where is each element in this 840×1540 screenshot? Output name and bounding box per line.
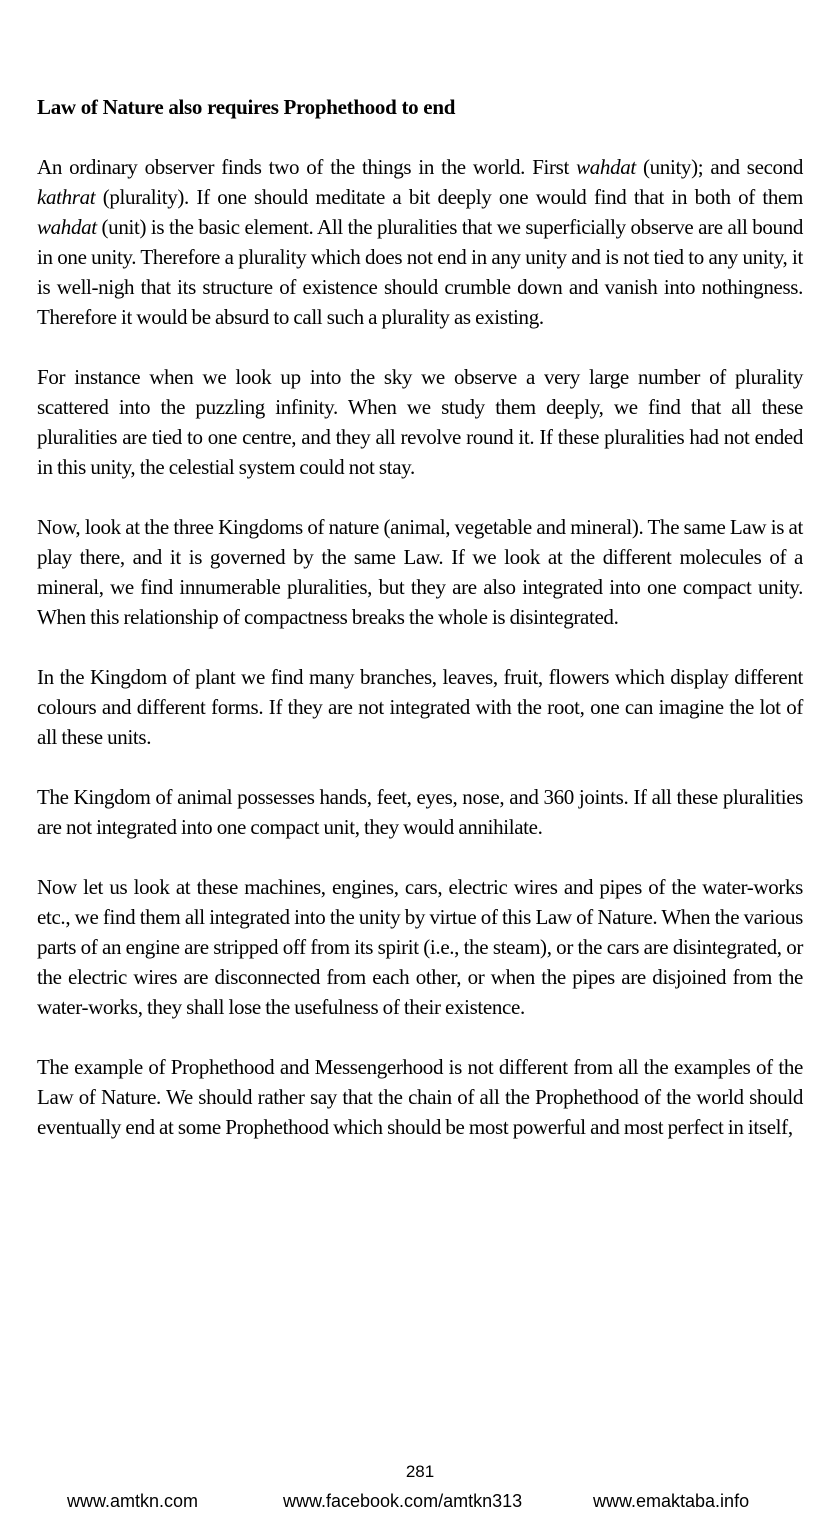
footer-links — [0, 1489, 840, 1513]
paragraph-text: (unit) is the basic element. All the pluralities that we superficially observe are all bound in one unity. Therefore a plurality which does not end in any unity and is not tied to any unity, it is well-nigh that its structure of existence should crumble down and vanish into nothingness. Therefore it would be absurd to call such a plurality as existing. — [37, 215, 803, 329]
footer-link-facebook[interactable]: www.facebook.com/amtkn313 — [283, 1491, 523, 1511]
body-paragraph — [37, 662, 803, 752]
body-paragraph — [37, 362, 803, 482]
paragraph-text: In the Kingdom of plant we find many branches, leaves, fruit, flowers which display different colours and different forms. If they are not integrated with the root, one can imagine the lot of all these units. — [37, 665, 803, 749]
body-paragraph — [37, 512, 803, 632]
body-paragraph — [37, 152, 803, 332]
paragraph-text: Now, look at the three Kingdoms of nature (animal, vegetable and mineral). The same Law is at play there, and it is governed by the same Law. If we look at the different molecules of a mineral, we find innumerable pluralities, but they are also integrated into one compact unity. When this relationship of compactness breaks the whole is disintegrated. — [37, 515, 803, 629]
section-heading: Law of Nature also requires Prophethood to end — [37, 95, 456, 119]
footer-link-emaktaba[interactable]: www.emaktaba.info — [593, 1491, 750, 1511]
paragraph-text: (unity); and second — [635, 155, 803, 179]
paragraph-text: For instance when we look up into the sky we observe a very large number of plurality scattered into the puzzling infinity. When we study them deeply, we find that all these pluralities are tied to one centre, and they all revolve round it. If these pluralities had not ended in this unity, the celestial system could not stay. — [37, 365, 803, 479]
page-body — [37, 92, 803, 1142]
paragraph-text: Now let us look at these machines, engines, cars, electric wires and pipes of the water-works etc., we find them all integrated into the unity by virtue of this Law of Nature. When the various parts of an engine are stripped off from its spirit (i.e., the steam), or the cars are disintegrated, or the electric wires are disconnected from each other, or when the pipes are disjoined from the water-works, they shall lose the usefulness of their existence. — [37, 875, 803, 1019]
body-paragraph — [37, 872, 803, 1022]
paragraph-text: The example of Prophethood and Messengerhood is not different from all the examples of the Law of Nature. We should rather say that the chain of all the Prophethood of the world should eventually end at some Prophethood which should be most powerful and most perfect in itself, — [37, 1055, 803, 1139]
page-number: 281 — [405, 1462, 435, 1481]
paragraph-list — [37, 152, 803, 1142]
body-paragraph — [37, 1052, 803, 1142]
italic-term: kathrat — [37, 185, 96, 209]
paragraph-text: (plurality). If one should meditate a bit deeply one would find that in both of them — [95, 185, 803, 209]
italic-term: wahdat — [37, 215, 97, 239]
footer-link-amtkn[interactable]: www.amtkn.com — [67, 1491, 199, 1511]
paragraph-text: An ordinary observer finds two of the things in the world. First — [37, 155, 577, 179]
italic-term: wahdat — [576, 155, 636, 179]
body-paragraph — [37, 782, 803, 842]
paragraph-text: The Kingdom of animal possesses hands, feet, eyes, nose, and 360 joints. If all these pluralities are not integrated into one compact unit, they would annihilate. — [37, 785, 803, 839]
